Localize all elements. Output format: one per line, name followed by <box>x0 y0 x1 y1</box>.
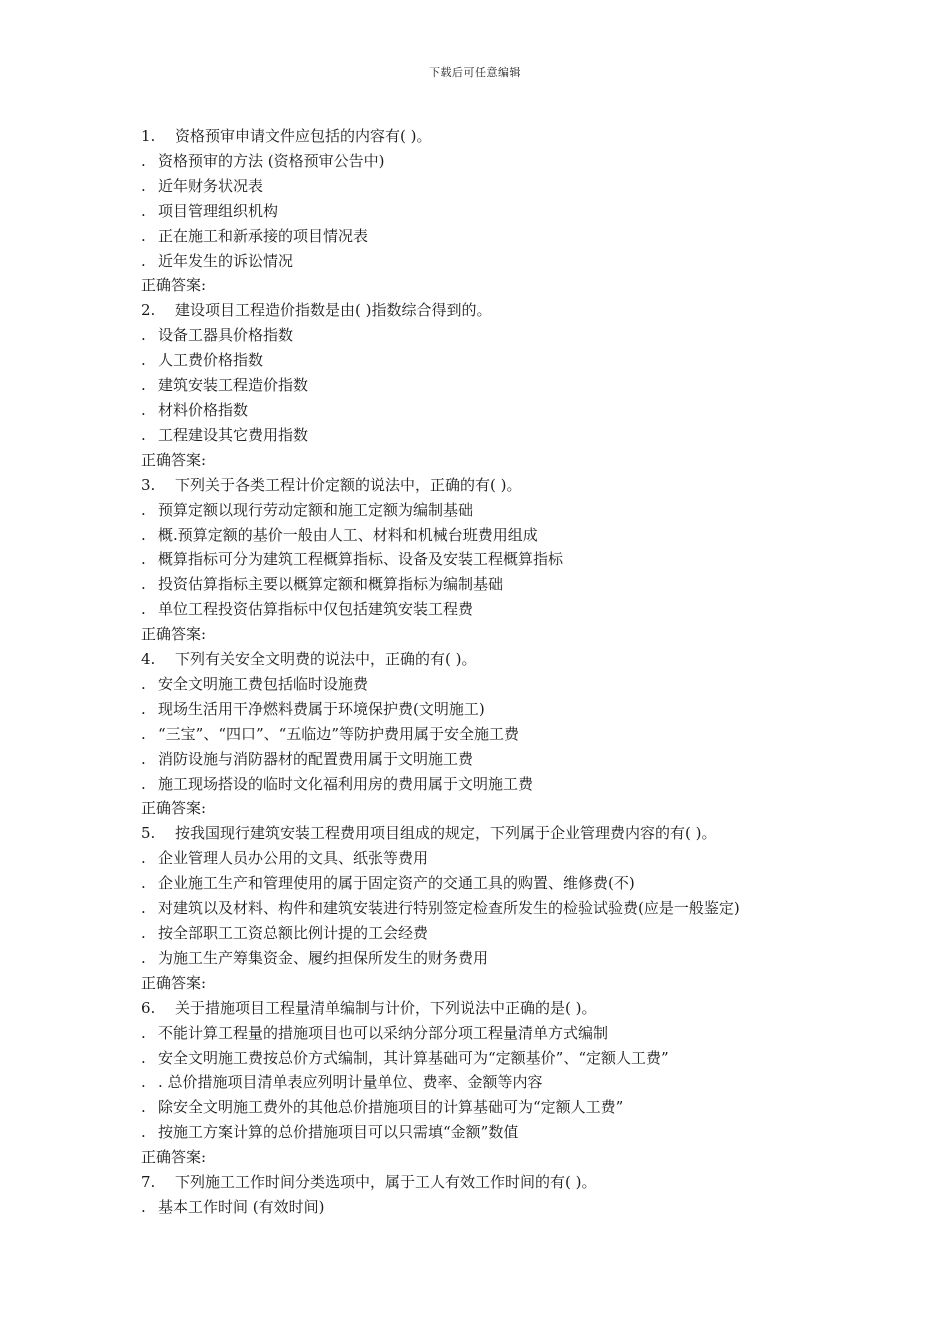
option-text: 设备工器具价格指数 <box>158 326 294 345</box>
option-line <box>141 871 841 896</box>
option-text: 近年发生的诉讼情况 <box>158 251 294 270</box>
option-text: 概.预算定额的基价一般由人工、材料和机械台班费用组成 <box>158 525 538 544</box>
correct-answer-label: 正确答案: <box>141 450 207 469</box>
option-line <box>141 224 841 249</box>
correct-answer-label: 正确答案: <box>141 276 207 295</box>
option-text: 正在施工和新承接的项目情况表 <box>158 226 369 245</box>
option-bullet: . <box>141 326 146 345</box>
option-bullet: . <box>141 176 146 195</box>
option-bullet: . <box>141 351 146 370</box>
option-text: 安全文明施工费包括临时设施费 <box>158 674 369 693</box>
option-line <box>141 174 841 199</box>
question-number: 6. <box>141 998 156 1017</box>
page-header: 下载后可任意编辑 <box>429 66 521 79</box>
option-line <box>141 946 841 971</box>
option-text: 为施工生产筹集资金、履约担保所发生的财务费用 <box>158 948 489 967</box>
correct-answer-label: 正确答案: <box>141 625 207 644</box>
option-text: 现场生活用干净燃料费属于环境保护费(文明施工) <box>158 699 485 718</box>
option-line <box>141 523 841 548</box>
option-bullet: . <box>141 1048 146 1067</box>
option-bullet: . <box>141 724 146 743</box>
option-line <box>141 1095 841 1120</box>
option-line <box>141 1070 841 1095</box>
option-line <box>141 896 841 921</box>
option-line <box>141 747 841 772</box>
question-text: 资格预审申请文件应包括的内容有( )。 <box>175 127 432 145</box>
option-line <box>141 597 841 622</box>
option-text: 安全文明施工费按总价方式编制，其计算基础可为“定额基价”、“定额人工费” <box>158 1048 669 1067</box>
option-bullet: . <box>141 226 146 245</box>
question-number: 7. <box>141 1173 156 1192</box>
option-line <box>141 423 841 448</box>
correct-answer-label: 正确答案: <box>141 973 207 992</box>
question-text: 下列有关安全文明费的说法中，正确的有( )。 <box>175 650 477 669</box>
question-line <box>141 473 841 498</box>
option-bullet: . <box>141 749 146 768</box>
option-text: 单位工程投资估算指标中仅包括建筑安装工程费 <box>158 600 474 619</box>
option-line <box>141 249 841 274</box>
option-text: 建筑安装工程造价指数 <box>158 376 309 395</box>
option-text: 概算指标可分为建筑工程概算指标、设备及安装工程概算指标 <box>158 550 564 569</box>
option-line <box>141 1120 841 1145</box>
option-bullet: . <box>141 600 146 619</box>
option-bullet: . <box>141 1023 146 1042</box>
option-text: “三宝”、“四口”、“五临边”等防护费用属于安全施工费 <box>158 724 520 743</box>
option-line <box>141 1046 841 1071</box>
option-text: 投资估算指标主要以概算定额和概算指标为编制基础 <box>158 575 504 594</box>
option-text: . 总价措施项目清单表应列明计量单位、费率、金额等内容 <box>158 1073 543 1092</box>
option-text: 企业管理人员办公用的文具、纸张等费用 <box>158 849 429 868</box>
option-line <box>141 772 841 797</box>
option-line <box>141 846 841 871</box>
option-text: 近年财务状况表 <box>158 176 264 195</box>
option-text: 基本工作时间 (有效时间) <box>158 1197 325 1216</box>
question-line <box>141 298 841 323</box>
option-bullet: . <box>141 948 146 967</box>
option-text: 按施工方案计算的总价措施项目可以只需填“金额”数值 <box>158 1123 519 1142</box>
option-line <box>141 672 841 697</box>
option-bullet: . <box>141 525 146 544</box>
option-bullet: . <box>141 674 146 693</box>
option-line <box>141 1021 841 1046</box>
option-line <box>141 149 841 174</box>
question-number: 4. <box>141 650 156 669</box>
option-line <box>141 398 841 423</box>
question-line <box>141 124 841 149</box>
option-bullet: . <box>141 774 146 793</box>
question-text: 下列施工工作时间分类选项中，属于工人有效工作时间的有( )。 <box>175 1173 597 1192</box>
question-text: 关于措施项目工程量清单编制与计价，下列说法中正确的是( )。 <box>175 998 597 1017</box>
option-line <box>141 547 841 572</box>
question-text: 建设项目工程造价指数是由( )指数综合得到的。 <box>175 301 492 320</box>
option-text: 消防设施与消防器材的配置费用属于文明施工费 <box>158 749 474 768</box>
option-line <box>141 348 841 373</box>
option-text: 材料价格指数 <box>158 400 249 419</box>
option-text: 企业施工生产和管理使用的属于固定资产的交通工具的购置、维修费(不) <box>158 874 635 893</box>
option-bullet: . <box>141 1073 146 1092</box>
option-line <box>141 1195 841 1220</box>
option-bullet: . <box>141 500 146 519</box>
option-bullet: . <box>141 874 146 893</box>
option-bullet: . <box>141 849 146 868</box>
option-line <box>141 697 841 722</box>
option-line <box>141 373 841 398</box>
document-body <box>141 124 841 1220</box>
option-bullet: . <box>141 924 146 942</box>
question-number: 1. <box>141 127 156 145</box>
option-text: 按全部职工工资总额比例计提的工会经费 <box>158 924 429 942</box>
option-bullet: . <box>141 251 146 270</box>
option-bullet: . <box>141 1197 146 1216</box>
question-line <box>141 996 841 1021</box>
option-text: 资格预审的方法 (资格预审公告中) <box>158 151 385 170</box>
question-text: 按我国现行建筑安装工程费用项目组成的规定，下列属于企业管理费内容的有( )。 <box>175 824 717 843</box>
option-bullet: . <box>141 151 146 170</box>
option-line <box>141 921 841 946</box>
option-line <box>141 498 841 523</box>
option-bullet: . <box>141 400 146 419</box>
question-number: 3. <box>141 475 156 494</box>
option-text: 不能计算工程量的措施项目也可以采纳分部分项工程量清单方式编制 <box>158 1023 609 1042</box>
option-text: 对建筑以及材料、构件和建筑安装进行特别签定检查所发生的检验试验费(应是一般鉴定) <box>158 899 740 918</box>
option-line <box>141 572 841 597</box>
question-number: 5. <box>141 824 156 843</box>
option-line <box>141 722 841 747</box>
option-bullet: . <box>141 201 146 220</box>
option-bullet: . <box>141 1123 146 1142</box>
correct-answer-label: 正确答案: <box>141 799 207 818</box>
option-text: 工程建设其它费用指数 <box>158 425 309 444</box>
question-line <box>141 647 841 672</box>
option-bullet: . <box>141 550 146 569</box>
option-text: 施工现场搭设的临时文化福利用房的费用属于文明施工费 <box>158 774 534 793</box>
option-line <box>141 323 841 348</box>
question-number: 2. <box>141 301 156 320</box>
option-text: 除安全文明施工费外的其他总价措施项目的计算基础可为“定额人工费” <box>158 1098 624 1117</box>
option-bullet: . <box>141 1098 146 1117</box>
option-bullet: . <box>141 425 146 444</box>
question-line <box>141 821 841 846</box>
option-bullet: . <box>141 575 146 594</box>
option-text: 预算定额以现行劳动定额和施工定额为编制基础 <box>158 500 474 519</box>
option-bullet: . <box>141 899 146 918</box>
option-bullet: . <box>141 376 146 395</box>
option-text: 人工费价格指数 <box>158 351 264 370</box>
option-text: 项目管理组织机构 <box>158 201 279 220</box>
option-bullet: . <box>141 699 146 718</box>
question-line <box>141 1170 841 1195</box>
correct-answer-label: 正确答案: <box>141 1148 207 1167</box>
option-line <box>141 199 841 224</box>
question-text: 下列关于各类工程计价定额的说法中，正确的有( )。 <box>175 475 522 494</box>
